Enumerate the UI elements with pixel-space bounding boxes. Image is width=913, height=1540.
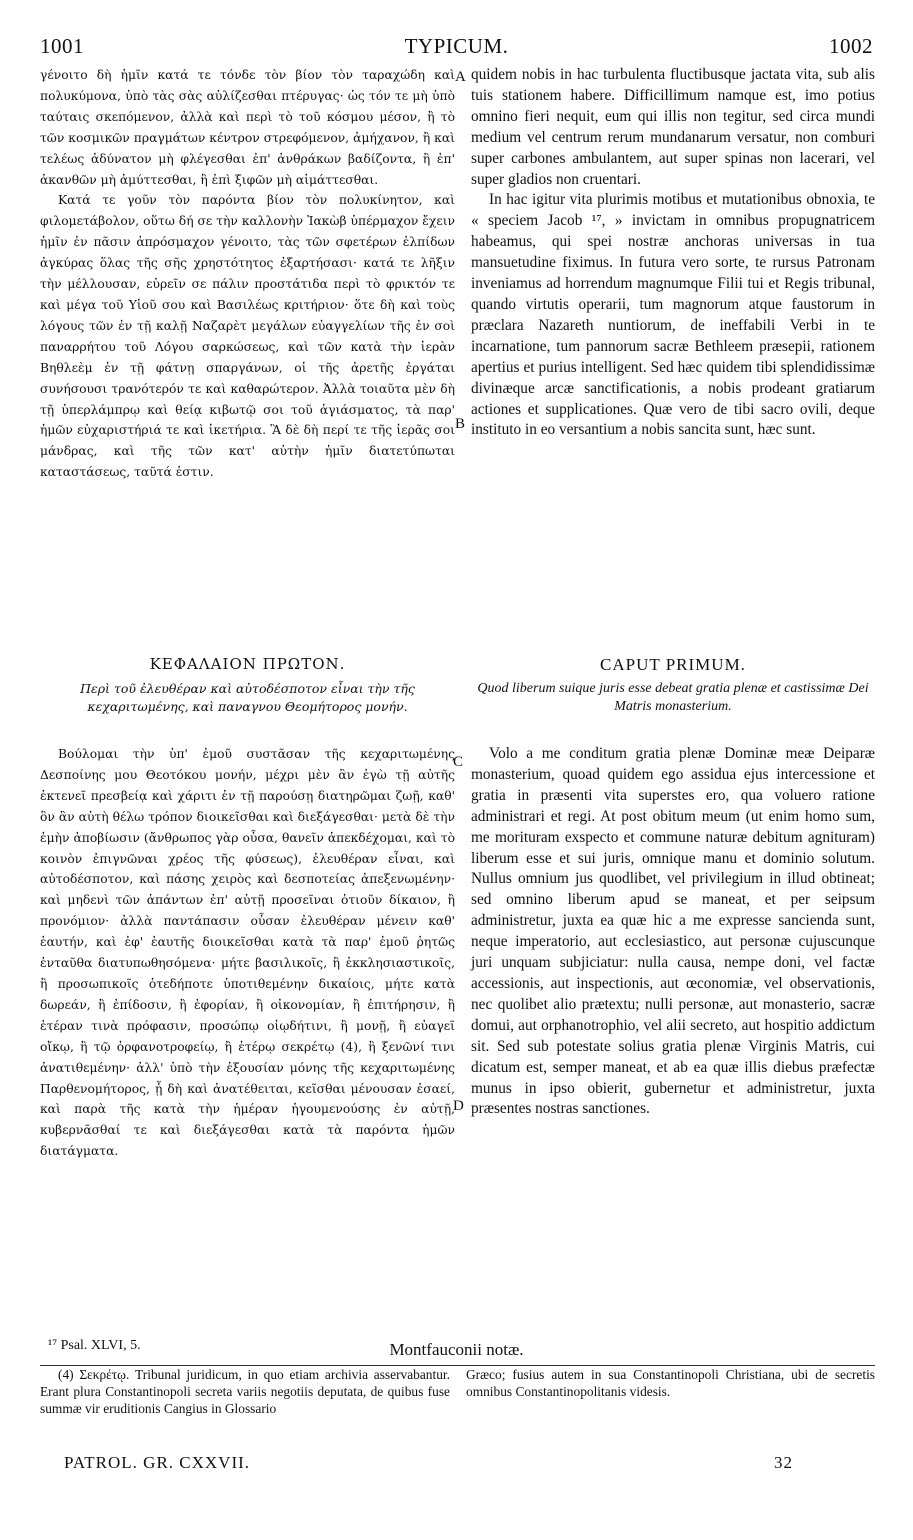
notes-title: Montfauconii notæ. bbox=[389, 1340, 524, 1359]
latin-chapter-paragraph: Volo a me conditum gratia plenæ Dominæ meæ Deiparæ monasterium, quoad quidem ego assidua ejus intercessione et gratia in præsenti vita superstes ero, qua voluero ratione administrari et regi. At post obitum meum (ut enim homo sum, me morituram exspecto et commune naturæ debitum agnituram) liberum esse et sui juris, omnique manu et dominio solutum. Nullus omnium jus quodlibet, vel privilegium in illud obtineat; sed omnino liberum apud se maneat, et per seipsum administretur, juxta ea quæ hic a me expresse sancienda sunt, neque imperatorio, aut ecclesiastico, aut personæ cujuscunque juri unquam subjiciatur: nulla causa, nempe doni, vel factæ accessionis, aut inspectionis, aut œconomiæ, vel observationis, nec quolibet alio prætextu; nulli personæ, aut monasterio, sacræ domui, aut orphanotrophio, vel alii secreto, aut hospitio addictum sit. Sed sub potestate solius gratia plenæ Virginis Matris, cui dicatum est, semper maneat, et ab ea quæ illis diebus præfectæ munus in ipso obierit, gubernetur et administretur, juxta præsentes nostras sanctiones. bbox=[471, 745, 875, 1118]
margin-letter-c: C bbox=[453, 754, 464, 770]
greek-chapter-text bbox=[40, 744, 455, 1162]
margin-letter-d: D bbox=[453, 1098, 464, 1114]
column-number-left: 1001 bbox=[40, 34, 84, 58]
chapter-subtitle-latin: Quod liberum suique juris esse debeat gratia plenæ et castissimæ Dei Matris monasterium. bbox=[477, 681, 869, 714]
chapter-heading-latin: CAPUT PRIMUM. bbox=[600, 655, 746, 674]
footnote-17: ¹⁷ Psal. XLVI, 5. bbox=[48, 1338, 141, 1353]
greek-chapter-paragraph: Βούλομαι τὴν ὑπ' ἐμοῦ συστᾶσαν τῆς κεχαριτωμένης Δεσποίνης μου Θεοτόκου μονήν, μέχρι μὲν ἂν ἐγὼ τῇ αὐτῆς ἐκτενεῖ πρεσβείᾳ καὶ χάριτι ἐν τῇ παρούσῃ διατηρῶμαι ζωῇ, καθ' ὃν ἂν αὐτὴ θέλω τρόπον διοικεῖσθαι καὶ διεξάγεσθαι· μετὰ δὲ τὴν ἐμὴν ἀποβίωσιν (ἄνθρωπος γὰρ οὖσα, θανεῖν ἀπεκδέχομαι, καὶ τὸ κοινὸν ἐπιγνῶναι χρέος τῆς φύσεως), ἐλευθέραν εἶναι, καὶ αὐτοδέσποτον, καὶ πάσης χειρὸς καὶ δεσποτείας ἀπεξενωμένην· καὶ μηδενὶ τῶν ἁπάντων ἐπ' αὐτῇ προσεῖναι ὁτιοῦν δίκαιον, ἢ προνόμιον· ἀλλὰ παντάπασιν οὖσαν ἐλευθέραν μένειν καθ' ἑαυτήν, καὶ ἐφ' ἑαυτῆς διοικεῖσθαι κατὰ τὰ παρ' ἐμοῦ ῥητῶς ἐνταῦθα διατυπωθησόμενα· μήτε βασιλικοῖς, ἢ ἐκκλησιαστικοῖς, ἢ προσωπικοῖς ὁτεδήποτε ὑποτιθεμένην δικαίοις, μήτε κατὰ δωρεάν, ἢ ἐπίδοσιν, ἢ ἐφορίαν, ἢ οἰκονομίαν, ἢ ἐπιτήρησιν, ἢ ἑτέραν τινὰ πρόφασιν, προσώπῳ οἱῳδήτινι, ἢ μονῇ, ἢ εὐαγεῖ οἴκῳ, ἢ τῷ ὀρφανοτροφείῳ, ἢ ἑτέρῳ σεκρέτῳ (4), ἢ ξενῶνί τινι ἀνατιθεμένην· ἀλλ' ὑπὸ τὴν ἐξουσίαν μόνης τῆς κεχαριτωμένης Παρθενομήτορος, ᾗ δὴ καὶ ἀνατέθειται, κεῖσθαι μένουσαν ἐσαεί, καὶ παρὰ τῆς κατὰ τὴν ἡμέραν ἡγουμενούσης ἐν αὐτῇ, κυβερνᾶσθαί τε καὶ διεξάγεσθαι κατὰ τὰ παρόντα ἡμῶν διατάγματα. bbox=[40, 747, 455, 1159]
latin-paragraph-1: quidem nobis in hac turbulenta fluctibusque jactata vita, sub alis tuis stationem habere. Difficillimum namque est, imo potius omnino fieri nequit, eum qui illis non tegitur, sed circa mundi medium vel centrum rerum mundanarum versatur, non comburi super carbones ambulantem, aut super spinas non lacerari, vel super gladios non cruentari. bbox=[471, 66, 875, 188]
running-title: TYPICUM. bbox=[404, 34, 509, 58]
greek-paragraph-2: Κατά τε γοῦν τὸν παρόντα βίον τὸν πολυκίνητον, καὶ φιλομετάβολον, οὕτω δή σε τὴν καλλονὴν Ἰακὼβ ὑπέρμαχον ἔχειν ἡμῖν ἐν πᾶσιν ἀπρόσμαχον γένοιτο, τὰς τῶν σφετέρων ἐλπίδων ἀγκύρας ὅλας τῆς σῆς χρηστότητος ἐξαρτήσασι· κατά τε λῆξιν τὴν μέλλουσαν, εὑρεῖν σε πάλιν προστάτιδα περὶ τὸ φρικτόν τε καὶ μέγα τοῦ Υἱοῦ σου καὶ Βασιλέως κριτήριον· ὅτε δὴ καὶ τοὺς λόγους τῶν ἐν τῇ καλῇ Ναζαρὲτ μεγάλων εὐαγγελίων τῆς ἐν σοὶ παναρρήτου τοῦ Λόγου σαρκώσεως, καὶ τῶν κατὰ τὴν ἱερὰν Βηθλεὲμ ἐν τῇ φάτνῃ σπαργάνων, οἱ τῆς ἀρετῆς ἐργάται συνήσουσι τρανότερόν τε καὶ καθαρώτερον. Ἀλλὰ τοιαῦτα μὲν δὴ τῇ ὑπερλάμπρῳ καὶ θείᾳ κιβωτῷ σοι τοῦ ἁγιάσματος, τὰ παρ' ἡμῶν εὐχαριστήριά τε καὶ ἱκετήρια. Ἃ δὲ δὴ περί τε τῆς ἱερᾶς σοι μάνδρας, καὶ τῆς τῶν κατ' αὐτὴν ἡμῖν διατετύπωται καταστάσεως, ταῦτά ἐστιν. bbox=[40, 193, 455, 480]
greek-text-top bbox=[40, 65, 455, 483]
note-left bbox=[40, 1366, 450, 1417]
note-4-text: (4) Σεκρέτῳ. Tribunal juridicum, in quo etiam archivia asservabantur. Erant plura Constantinopoli secreta variis negotiis deputata, de quibus fuse summæ vir eruditionis Cangius in Glossario bbox=[40, 1367, 450, 1416]
footer-sheet-number: 32 bbox=[774, 1453, 793, 1472]
note-4-continuation: Græco; fusius autem in sua Constantinopoli Christiana, ubi de secretis omnibus Constantinopolitanis videsis. bbox=[466, 1367, 875, 1399]
chapter-heading-greek: ΚΕΦΑΛΑΙΟΝ ΠΡΩΤΟΝ. bbox=[149, 655, 346, 673]
footer-signature: PATROL. GR. CXXVII. bbox=[64, 1453, 251, 1472]
latin-chapter-text bbox=[471, 744, 875, 1120]
latin-paragraph-2: In hac igitur vita plurimis motibus et mutationibus obnoxia, te « speciem Jacob ¹⁷, » invictam in omnibus propugnatricem habeamus, qui spei nostræ anchoras universas in tua mansuetudine fiximus. In futura vero sorte, te rursus Patronam inveniamus ad horrendum magnumque Filii tui et Regis tribunal, quando virtutis operarii, tum magnorum atque faustorum in præclara Nazareth nuntiorum, de ineffabili Verbi in te incarnatione, tum pannorum sacræ Bethleem præsepii, rationem apertius et purius intelligent. Sed hæc quidem tibi splendidissimæ divinæque arcæ sanctificationis, a nobis prodeant gratiarum actiones et supplicationes. Quæ vero de tibi sacro ovili, deque instituto in eo versantium a nobis sancita sunt, hæc sunt. bbox=[471, 191, 875, 439]
margin-letter-b: B bbox=[455, 416, 466, 432]
chapter-subtitle-greek: Περὶ τοῦ ἐλευθέραν καὶ αὐτοδέσποτον εἶναι τὴν τῆς κεχαριτωμένης, καὶ παναγνου Θεομήτορος μονήν. bbox=[80, 681, 415, 714]
margin-letter-a: A bbox=[455, 69, 466, 85]
note-right bbox=[466, 1366, 875, 1400]
column-number-right: 1002 bbox=[829, 34, 873, 58]
latin-text-top bbox=[471, 65, 875, 441]
greek-paragraph-1: γένοιτο δὴ ἡμῖν κατά τε τόνδε τὸν βίον τὸν ταραχώδη καὶ πολυκύμονα, ὑπὸ τὰς σὰς αὐλίζεσθαι πτέρυγας· ὡς τόν τε μὴ ὑπὸ ταύταις σκεπόμενον, ἀλλὰ καὶ περὶ τὸ τοῦ κόσμου μέσον, ἢ τὸ τῶν κοσμικῶν πραγμάτων κέντρον στρεφόμενον, ἀμήχανον, ἢ καὶ τελέως ἀδύνατον μὴ φλέγεσθαι ἐπ' ἀνθράκων βαδίζοντα, ἢ ἐπ' ἀκανθῶν μὴ ἀμύττεσθαι, ἢ ἐπὶ ξιφῶν μὴ αἱμάττεσθαι. bbox=[40, 68, 455, 187]
